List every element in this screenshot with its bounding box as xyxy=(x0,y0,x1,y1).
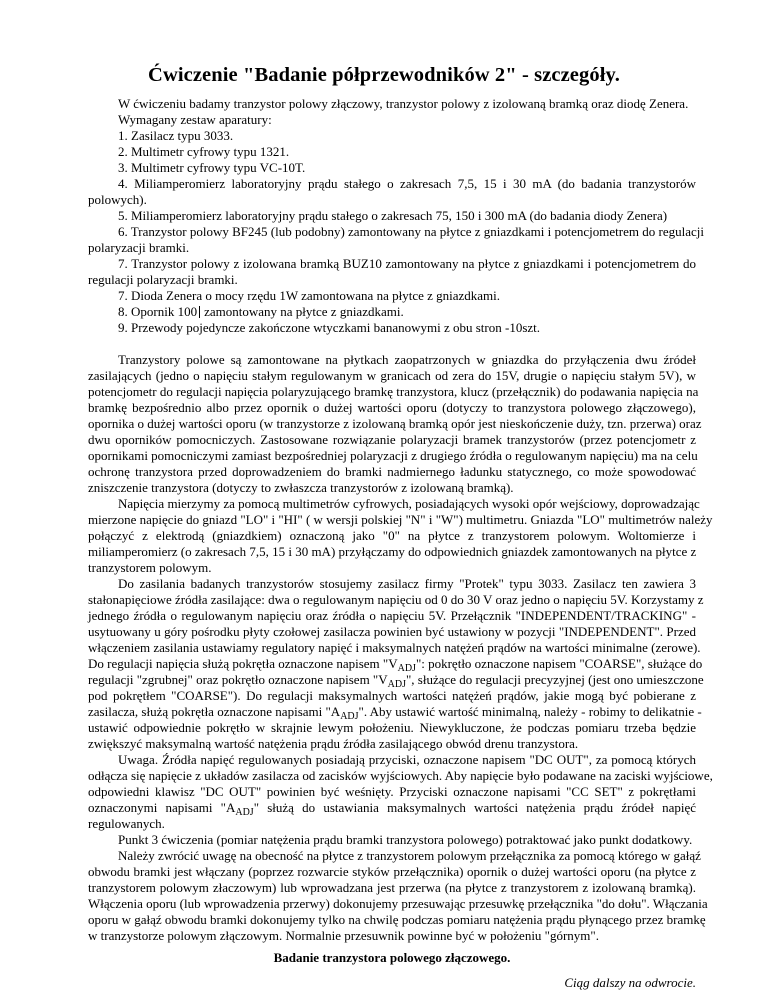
list-item: 3. Multimetr cyfrowy typu VC-10T. xyxy=(118,160,306,175)
section-heading: Badanie tranzystora polowego złączowego. xyxy=(273,950,511,965)
body-line: ochronę tranzystora przed doprowadzeniem do bramki nadmiernego ładunku statycznego, co może spowodować xyxy=(88,464,696,479)
body-line: bramkę bezpośrednio albo przez opornik o dużej wartości oporu (dotyczy to tranzystora polowego złączowego), xyxy=(88,400,696,415)
list-item: 4. Miliamperomierz laboratoryjny prądu stałego o zakresach 7,5, 15 i 30 mA (do badania tranzystorów xyxy=(118,176,696,191)
body-line: Do regulacji napięcia służą pokrętła oznaczone napisem "$V_{ADJ}$": pokrętło oznaczone napisem "COARSE", służące do xyxy=(88,656,703,674)
body-line: włączeniem zasilania ustawiamy regulatory napięć i maksymalnych natężeń prądów na wartości minimalne (zerowe). xyxy=(88,640,701,655)
body-line: ustawić odpowiednie pokrętło w skrajnie lewym położeniu. Niewykluczone, że podczas pomiaru trzeba będzie xyxy=(88,720,696,735)
subscript: ADJ xyxy=(235,807,254,818)
body-line: stałonapięciowe źródła zasilające: dwa o regulowanym napięciu od 0 do 30 V oraz jedno o napięciu 5V. Korzystamy z xyxy=(88,592,704,607)
body-line: Włączenia oporu (lub wprowadzenia przerwy) dokonujemy przesuwając przesuwkę przełącznika "do dołu". Włączania xyxy=(88,896,708,911)
body-line: pod pokrętłem "COARSE"). Do regulacji maksymalnych wartości natężeń prądów, jakie mogą być pobierane z xyxy=(88,688,696,703)
list-item: 6. Tranzystor polowy BF245 (lub podobny) zamontowany na płytce z gniazdkami i potencjometrem do regulacji xyxy=(118,224,704,239)
list-item-text: zamontowany na płytce z gniazdkami. xyxy=(204,304,404,319)
page-title: Ćwiczenie "Badanie półprzewodników 2" - szczegóły. xyxy=(148,64,620,86)
list-item: 7. Dioda Zenera o mocy rzędu 1W zamontowana na płytce z gniazdkami. xyxy=(118,288,501,303)
subscript: ADJ xyxy=(340,711,359,722)
body-line: Uwaga. Źródła napięć regulowanych posiadają przyciski, oznaczone napisem "DC OUT", za pomocą których xyxy=(118,752,696,767)
list-item: 9. Przewody pojedyncze zakończone wtyczkami bananowymi z obu stron -10szt. xyxy=(118,320,541,335)
list-item-continuation: regulacji polaryzacji bramki. xyxy=(88,272,238,287)
body-line: połączyć z elektrodą (gniazdkiem) oznaczoną jako "0" na płytce z tranzystorem polowym. Woltomierze i xyxy=(88,528,696,543)
body-line: jednego źródła o regulowanym napięciu oraz źródła o napięciu 5V. Przełącznik "INDEPENDENT/TRACKING" - xyxy=(88,608,696,623)
list-item: 5. Miliamperomierz laboratoryjny prądu stałego o zakresach 75, 150 i 300 mA (do badania diody Zenera) xyxy=(118,208,668,223)
body-line: opornikami pomocniczymi zamiast bezpośredniej polaryzacji z drugiego źródła o regulowanym napięciu) ma na celu xyxy=(88,448,698,463)
body-line: Należy zwrócić uwagę na obecność na płytce z tranzystorem polowym przełącznika za pomocą którego w gałąź xyxy=(118,848,701,863)
body-line: Punkt 3 ćwiczenia (pomiar natężenia prądu bramki tranzystora polowego) potraktować jako punkt dodatkowy. xyxy=(118,832,693,847)
list-item-continuation: polaryzacji bramki. xyxy=(88,240,190,255)
equipment-heading: Wymagany zestaw aparatury: xyxy=(118,112,272,127)
subscript: ADJ xyxy=(387,679,406,690)
body-line: opornika o dużej wartości oporu (w tranzystorze z izolowaną bramką opór jest nieskończenie duży, tzn. przerwa) oraz xyxy=(88,416,702,431)
body-line: usytuowany u góry pośrodku płyty czołowej zasilacza powinien być ustawiony w pozycji "INDEPENDENT". Przed xyxy=(88,624,696,639)
list-item: 2. Multimetr cyfrowy typu 1321. xyxy=(118,144,290,159)
body-line: obwodu bramki jest włączany (poprzez rozwarcie styków przełącznika) opornik o dużej wartości oporu (na płytce z xyxy=(88,864,696,879)
intro-description: W ćwiczeniu badamy tranzystor polowy złączowy, tranzystor polowy z izolowaną bramką oraz diodę Zenera. xyxy=(118,96,689,111)
body-line: miliamperomierz (o zakresach 7,5, 15 i 30 mA) przyłączamy do odpowiednich gniazdek zamontowanych na płytce z xyxy=(88,544,697,559)
body-line: oznaczonymi napisami "$A_{ADJ}$" służą do ustawiania maksymalnych wartości natężenia prądu źródeł napięć xyxy=(88,800,697,818)
list-item: 7. Tranzystor polowy z izolowana bramką BUZ10 zamontowany na płytce z gniazdkami i potencjometrem do xyxy=(118,256,696,271)
body-line: potencjometr do regulacji napięcia polaryzującego bramkę tranzystora, klucz (przełącznik) do podawania napięcia na xyxy=(88,384,699,399)
list-item xyxy=(118,304,696,320)
body-line: odpowiedni klawisz "DC OUT" powinien być weśnięty. Przyciski oznaczone napisami "CC SET" z pokrętłami xyxy=(88,784,696,799)
body-line: zasilacza, służą pokrętła oznaczone napisami "$A_{ADJ}$". Aby ustawić wartość minimalną, należy - robimy to delikatnie - xyxy=(88,704,702,722)
body-line: w tranzystorze polowym złączowym. Normalnie przesuwnik powinne być w położeniu "górnym". xyxy=(88,928,599,943)
body-line: regulowanych. xyxy=(88,816,165,831)
body-line: oporu w gałąź obwodu bramki dokonujemy tylko na chwilę podczas pomiaru natężenia prądu płynącego przez bramkę xyxy=(88,912,706,927)
list-item-continuation: polowych). xyxy=(88,192,147,207)
body-line: Tranzystory polowe są zamontowane na płytkach zaopatrzonych w gniazdka do przyłączenia dwu źródeł xyxy=(118,352,696,367)
body-line: odłącza się napięcie z układów zasilacza od zacisków wyjściowych. Aby napięcie było podawane na zaciski wyjściowe, xyxy=(88,768,713,783)
body-line: Do zasilania badanych tranzystorów stosujemy zasilacz firmy "Protek" typu 3033. Zasilacz ten zawiera 3 xyxy=(118,576,696,591)
body-line: zasilających (jedno o napięciu stałym regulowanym w granicach od zera do 15V, drugie o napięciu stałym 5V), w xyxy=(88,368,696,383)
body-line: regulacji "zgrubnej" oraz pokrętło oznaczone napisem "$V_{ADJ}$", służące do regulacji precyzyjnej (jest ono umieszczone xyxy=(88,672,704,690)
body-line: dwu oporników pomocniczych. Zastosowane rozwiązanie polaryzacji bramek tranzystorów (przez potencjometr z xyxy=(88,432,696,447)
ohm-symbol-icon xyxy=(199,306,200,318)
body-line: Napięcia mierzymy za pomocą multimetrów cyfrowych, posiadających wysoki opór wejściowy, doprowadzając xyxy=(118,496,700,511)
footer-note: Ciąg dalszy na odwrocie. xyxy=(564,975,696,990)
body-line: tranzystorem polowym złaczowym) lub wprowadzana jest przerwa (na płytce z tranzystorem z izolowaną bramką). xyxy=(88,880,696,895)
subscript: ADJ xyxy=(397,663,416,674)
body-line: zniszczenie tranzystora (dotyczy to zwłaszcza tranzystorów z izolowaną bramką). xyxy=(88,480,514,495)
list-item-text: 8. Opornik 100 xyxy=(118,304,198,319)
body-line: mierzone napięcie do gniazd "LO" i "HI" ( w wersji polskiej "N" i "W") multimetru. Gniazda "LO" multimetrów należy xyxy=(88,512,713,527)
list-item: 1. Zasilacz typu 3033. xyxy=(118,128,234,143)
body-line: zwiększyć maksymalną wartość natężenia prądu źródła zasilającego obwód drenu tranzystora. xyxy=(88,736,579,751)
body-line: tranzystorem polowym. xyxy=(88,560,212,575)
